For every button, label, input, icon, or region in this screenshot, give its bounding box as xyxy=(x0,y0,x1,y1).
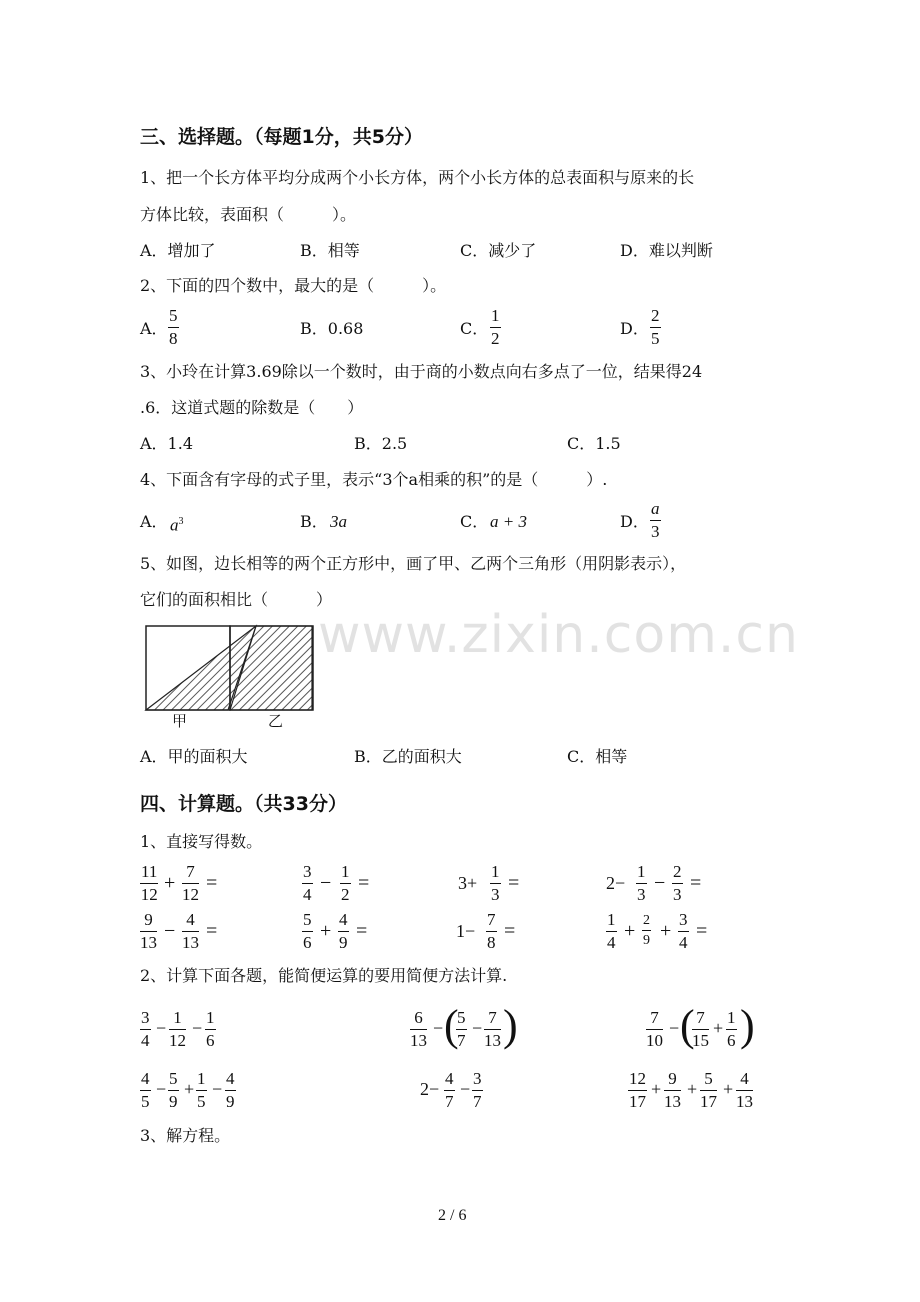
calc-e4-op1: − xyxy=(156,1079,167,1099)
calc-e1-frac2: $\frac{1}{12}$ xyxy=(169,1008,186,1050)
q5-option-b: B．乙的面积大 xyxy=(354,747,462,766)
calc-e3-rparen: ) xyxy=(740,1001,755,1050)
calc-e1-frac1: $\frac{3}{4}$ xyxy=(141,1008,150,1050)
q1-option-b: B．相等 xyxy=(300,241,360,260)
q4-b-label: B． xyxy=(300,512,328,531)
oral-r2c4-frac3: $\frac{3}{4}$ xyxy=(679,910,688,952)
oral-r1c4-op: − xyxy=(654,872,666,894)
q3-option-c: C．1.5 xyxy=(567,434,621,453)
calc-e6-frac4: $\frac{4}{13}$ xyxy=(736,1069,753,1111)
oral-r2c3-frac1: $\frac{7}{8}$ xyxy=(487,910,496,952)
calc-e1-frac3: $\frac{1}{6}$ xyxy=(206,1008,215,1050)
calc-e6-op3: + xyxy=(723,1079,734,1099)
q1-option-c: C．减少了 xyxy=(460,241,537,260)
q5-line1: 5、如图，边长相等的两个正方形中，画了甲、乙两个三角形（用阴影表示）， xyxy=(140,554,687,573)
oral-r2c4-eq: = xyxy=(696,920,708,942)
q2-b: B．0.68 xyxy=(300,319,364,338)
calc-e4-frac3: $\frac{1}{5}$ xyxy=(197,1069,206,1111)
oral-r1c3-lead: 3+ xyxy=(458,873,478,893)
calc-e3-op2: + xyxy=(713,1018,724,1038)
calc-e2-frac2: $\frac{5}{7}$ xyxy=(457,1008,466,1050)
q2-text: 2、下面的四个数中，最大的是（ ）。 xyxy=(140,276,447,295)
oral-r1c1-eq: = xyxy=(206,872,218,894)
q2-c-fraction: $\frac{1}{2}$ xyxy=(491,306,500,348)
calc-e4-frac2: $\frac{5}{9}$ xyxy=(169,1069,178,1111)
oral-r2c2-frac2: $\frac{4}{9}$ xyxy=(339,910,348,952)
q4-a-label: A． xyxy=(140,512,168,531)
calc-e2-op2: − xyxy=(472,1018,483,1038)
oral-r1c3-eq: = xyxy=(508,872,520,894)
q2-d-label: D． xyxy=(620,319,649,338)
oral-r1c2-frac1: $\frac{3}{4}$ xyxy=(303,862,312,904)
oral-r1c2-frac2: $\frac{1}{2}$ xyxy=(341,862,350,904)
calc-e4-op2: + xyxy=(184,1079,195,1099)
oral-r2c4-op: + xyxy=(624,920,636,942)
page-number: 2 / 6 xyxy=(438,1207,467,1224)
calc-e6-op1: + xyxy=(651,1079,662,1099)
calc-e4-frac4: $\frac{4}{9}$ xyxy=(226,1069,235,1111)
section3-title: 三、选择题。（每题1分，共5分） xyxy=(140,126,423,148)
q2-d-fraction: $\frac{2}{5}$ xyxy=(651,306,660,348)
q4-b-expr: 3a xyxy=(330,512,347,531)
oral-r2c1-frac1: $\frac{9}{13}$ xyxy=(140,910,157,952)
calc-e6-frac3: $\frac{5}{17}$ xyxy=(700,1069,717,1111)
oral-r1c1-frac2: $\frac{7}{12}$ xyxy=(182,862,199,904)
calc-e4-frac1: $\frac{4}{5}$ xyxy=(141,1069,150,1111)
q5-option-c: C．相等 xyxy=(567,747,628,766)
q3-option-b: B．2.5 xyxy=(354,434,408,453)
sub2-title: 2、计算下面各题，能简便运算的要用简便方法计算. xyxy=(140,966,508,985)
calc-e4-op3: − xyxy=(212,1079,223,1099)
calc-e1-op2: − xyxy=(192,1018,203,1038)
q3-option-a: A．1.4 xyxy=(140,434,194,453)
oral-r1c2-eq: = xyxy=(358,872,370,894)
oral-r2c3-lead: 1− xyxy=(456,921,476,941)
oral-r1c3-frac1: $\frac{1}{3}$ xyxy=(491,862,500,904)
oral-r2c4-op2: + xyxy=(660,920,672,942)
q5-line2: 它们的面积相比（ ） xyxy=(140,590,333,609)
q2-a-fraction: $\frac{5}{8}$ xyxy=(169,306,178,348)
oral-r2c3-eq: = xyxy=(504,920,516,942)
calc-e5-lead: 2− xyxy=(420,1079,440,1099)
oral-r1c1-op: + xyxy=(164,872,176,894)
calc-e2-frac3: $\frac{7}{13}$ xyxy=(484,1008,501,1050)
section4-title: 四、计算题。（共33分） xyxy=(140,793,347,815)
oral-r2c1-frac2: $\frac{4}{13}$ xyxy=(182,910,199,952)
sub3-title: 3、解方程。 xyxy=(140,1126,231,1145)
q3-line2: .6．这道式题的除数是（ ） xyxy=(140,398,364,417)
calc-e2-rparen: ) xyxy=(503,1001,518,1050)
label-jia: 甲 xyxy=(172,712,188,730)
q4-d-label: D． xyxy=(620,512,649,531)
calc-e6-op2: + xyxy=(687,1079,698,1099)
calc-e6-frac2: $\frac{9}{13}$ xyxy=(664,1069,681,1111)
q1-option-d: D．难以判断 xyxy=(620,241,713,260)
oral-r2c2-op: + xyxy=(320,920,332,942)
calc-e2-frac1: $\frac{6}{13}$ xyxy=(410,1008,427,1050)
q1-line1: 1、把一个长方体平均分成两个小长方体，两个小长方体的总表面积与原来的长 xyxy=(140,168,695,187)
oral-r2c4-frac1: $\frac{1}{4}$ xyxy=(607,910,616,952)
sub1-title: 1、直接写得数。 xyxy=(140,832,263,851)
calc-e3-op1: − xyxy=(669,1018,680,1038)
oral-r1c4-eq: = xyxy=(690,872,702,894)
oral-r2c2-eq: = xyxy=(356,920,368,942)
oral-r1c4-lead: 2− xyxy=(606,873,626,893)
q4-text: 4、下面含有字母的式子里，表示“3个a相乘的积”的是（ ）. xyxy=(140,470,608,489)
q3-line1: 3、小玲在计算3.69除以一个数时，由于商的小数点向右多点了一位，结果得24 xyxy=(140,362,703,381)
calc-e5-frac1: $\frac{4}{7}$ xyxy=(445,1069,454,1111)
oral-r1c4-frac2: $\frac{2}{3}$ xyxy=(673,862,682,904)
calc-e2-op1: − xyxy=(433,1018,444,1038)
q5-figure xyxy=(140,622,320,732)
label-yi: 乙 xyxy=(268,712,284,730)
oral-r1c2-op: − xyxy=(320,872,332,894)
calc-e3-frac3: $\frac{1}{6}$ xyxy=(727,1008,736,1050)
calc-e5-frac2: $\frac{3}{7}$ xyxy=(473,1069,482,1111)
q4-d-fraction: $\frac{a}{3}$ xyxy=(651,499,660,541)
oral-r2c4-frac2: $\frac{2}{9}$ xyxy=(643,913,650,948)
oral-r2c2-frac1: $\frac{5}{6}$ xyxy=(303,910,312,952)
oral-r1c4-frac1: $\frac{1}{3}$ xyxy=(637,862,646,904)
q5-option-a: A．甲的面积大 xyxy=(140,747,248,766)
calc-e3-lparen: ( xyxy=(680,1001,695,1050)
oral-r1c1-frac1: $\frac{11}{12}$ xyxy=(140,862,158,904)
oral-r2c1-op: − xyxy=(164,920,176,942)
calc-e1-op1: − xyxy=(156,1018,167,1038)
oral-r2c1-eq: = xyxy=(206,920,218,942)
q2-c-label: C． xyxy=(460,319,489,338)
q2-a-label: A． xyxy=(140,319,168,338)
q4-c-label: C． xyxy=(460,512,489,531)
q4-a-expr: $a^3$ xyxy=(170,515,184,535)
calc-e6-frac1: $\frac{12}{17}$ xyxy=(629,1069,646,1111)
watermark: www.zixin.com.cn xyxy=(318,605,799,665)
calc-e3-frac2: $\frac{7}{15}$ xyxy=(692,1008,709,1050)
q1-line2: 方体比较，表面积（ ）。 xyxy=(140,205,357,224)
calc-e5-op1: − xyxy=(460,1079,471,1099)
calc-e2-lparen: ( xyxy=(444,1001,459,1050)
calc-e3-frac1: $\frac{7}{10}$ xyxy=(646,1008,663,1050)
q4-c-expr: a + 3 xyxy=(490,512,527,531)
q1-option-a: A．增加了 xyxy=(140,241,216,260)
